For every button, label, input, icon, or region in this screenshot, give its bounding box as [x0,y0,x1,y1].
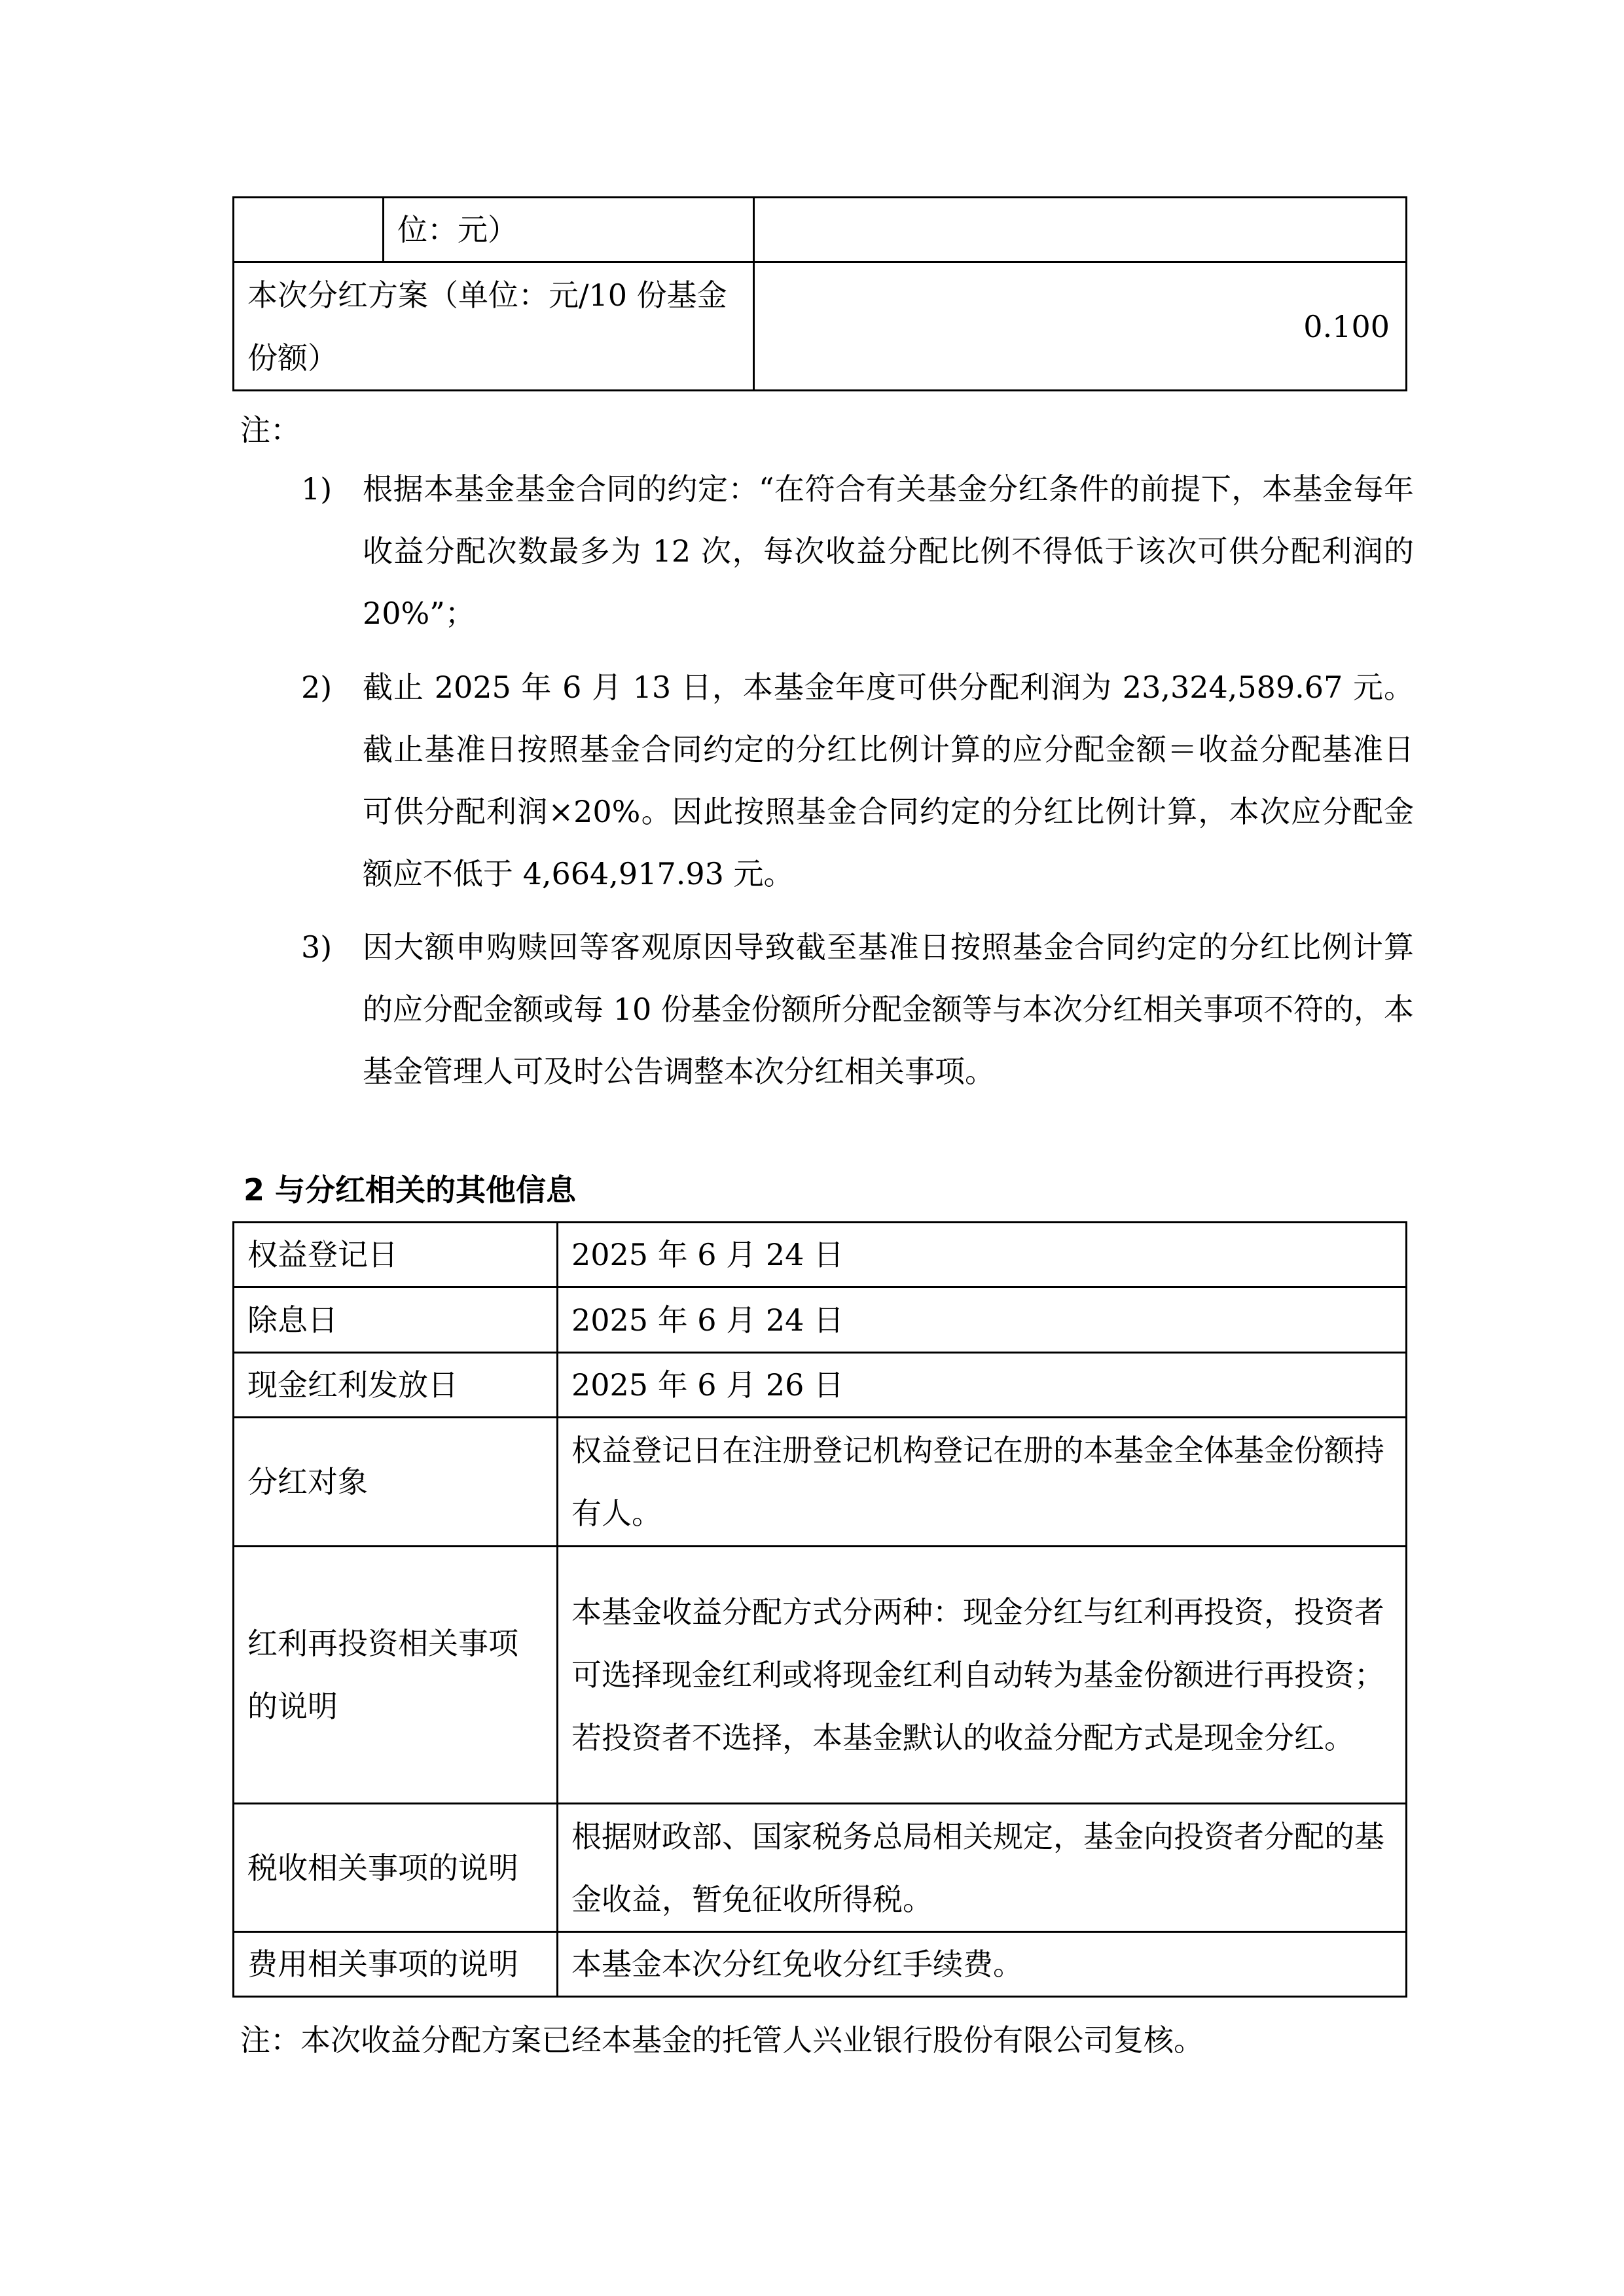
note-text: 根据本基金基金合同的约定：“在符合有关基金分红条件的前提下，本基金每年收益分配次数最多为 12 次，每次收益分配比例不得低于该次可供分配利润的 20%”； [363,471,1414,631]
row-value: 本基金本次分红免收分红手续费。 [558,1932,1407,1997]
row-value: 权益登记日在注册登记机构登记在册的本基金全体基金份额持有人。 [558,1418,1407,1547]
table-row [234,1287,1407,1353]
table-row [234,1418,1407,1547]
table-row [234,1353,1407,1418]
table-row [234,262,1407,391]
table-cell-empty [754,198,1407,262]
row-value: 根据财政部、国家税务总局相关规定，基金向投资者分配的基金收益，暂免征收所得税。 [558,1804,1407,1932]
row-label: 分红对象 [234,1418,558,1547]
other-info-table [232,1221,1407,1998]
note-text: 截止 2025 年 6 月 13 日，本基金年度可供分配利润为 23,324,589.67 元。截止基准日按照基金合同约定的分红比例计算的应分配金额＝收益分配基准日可供分配利润×20%。因此按照基金合同约定的分红比例计算，本次应分配金额应不低于 4,664,917.93 元。 [363,670,1414,891]
note-number: 2) [301,670,333,705]
table-cell-empty [234,198,384,262]
table-row [234,1804,1407,1932]
table-row [234,1932,1407,1997]
table-row [234,1547,1407,1804]
footnote: 注：本次收益分配方案已经本基金的托管人兴业银行股份有限公司复核。 [240,2022,1204,2058]
dividend-plan-label: 本次分红方案（单位：元/10 份基金份额） [234,262,754,391]
row-label: 现金红利发放日 [234,1353,558,1418]
row-label: 权益登记日 [234,1223,558,1287]
row-value: 2025 年 6 月 24 日 [558,1287,1407,1353]
note-number: 3) [301,929,333,965]
row-label: 费用相关事项的说明 [234,1932,558,1997]
row-label: 红利再投资相关事项的说明 [234,1547,558,1804]
table-row [234,1223,1407,1287]
dividend-plan-value: 0.100 [754,262,1407,391]
note-text: 因大额申购赎回等客观原因导致截至基准日按照基金合同约定的分红比例计算的应分配金额或每 10 份基金份额所分配金额等与本次分红相关事项不符的，本基金管理人可及时公告调整本次分红相关事项。 [363,929,1414,1089]
row-value: 本基金收益分配方式分两种：现金分红与红利再投资，投资者可选择现金红利或将现金红利自动转为基金份额进行再投资；若投资者不选择，本基金默认的收益分配方式是现金分红。 [558,1547,1407,1804]
unit-continuation-cell: 位：元） [384,198,754,262]
section-title: 2 与分红相关的其他信息 [244,1172,577,1208]
table-row [234,198,1407,262]
dividend-plan-table [232,196,1407,391]
row-value: 2025 年 6 月 24 日 [558,1223,1407,1287]
notes-label: 注： [240,412,300,448]
row-value: 2025 年 6 月 26 日 [558,1353,1407,1418]
row-label: 除息日 [234,1287,558,1353]
note-number: 1) [301,471,333,507]
row-label: 税收相关事项的说明 [234,1804,558,1932]
